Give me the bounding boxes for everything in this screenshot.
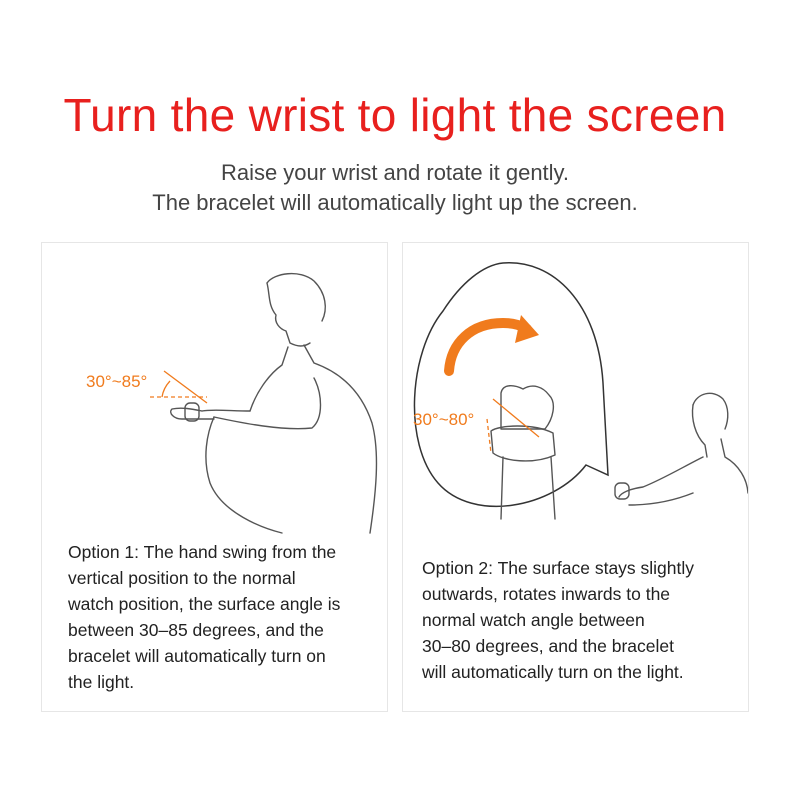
angle-line-lower xyxy=(487,419,491,453)
caption-line: Option 1: The hand swing from the xyxy=(68,542,337,562)
angle-line-upper xyxy=(493,399,539,437)
caption-line: between 30–85 degrees, and the xyxy=(68,620,324,640)
angle-label: 30°~80° xyxy=(413,410,475,429)
caption-line: will automatically turn on the light. xyxy=(422,662,684,682)
zoom-bubble xyxy=(414,263,608,507)
option-1-panel xyxy=(41,242,388,712)
rotation-arrow xyxy=(449,323,527,371)
option-1-caption xyxy=(68,539,340,695)
angle-arc xyxy=(162,381,170,397)
forearm-top xyxy=(202,410,250,411)
rotation-arrowhead xyxy=(515,315,539,343)
bracelet xyxy=(185,403,199,421)
bracelet-zoomed xyxy=(491,426,555,461)
subtitle-line-1: Raise your wrist and rotate it gently. xyxy=(220,160,570,185)
caption-line: vertical position to the normal xyxy=(68,568,296,588)
page-subtitle xyxy=(0,158,790,218)
option-2-panel xyxy=(402,242,749,712)
angle-label: 30°~85° xyxy=(86,372,148,391)
forearm-2 xyxy=(629,493,693,505)
chest-outline xyxy=(250,347,288,411)
caption-line: the light. xyxy=(68,672,135,692)
caption-line: outwards, rotates inwards to the xyxy=(422,584,671,604)
torso-front xyxy=(206,417,282,533)
caption-line: watch position, the surface angle is xyxy=(68,594,341,614)
subtitle-line-2: The bracelet will automatically light up the screen. xyxy=(152,190,638,215)
caption-line: bracelet will automatically turn on xyxy=(68,646,326,666)
back-outline xyxy=(304,345,376,533)
caption-line: Option 2: The surface stays slightly xyxy=(422,558,695,578)
page-title: Turn the wrist to light the screen xyxy=(63,89,727,141)
back-outline-2 xyxy=(721,439,748,493)
wrist-left xyxy=(501,457,503,519)
option-2-illustration xyxy=(403,243,748,553)
option-2-caption xyxy=(422,555,694,685)
angle-line-upper xyxy=(164,371,207,403)
option-1-illustration xyxy=(42,243,387,543)
caption-line: normal watch angle between xyxy=(422,610,645,630)
wrist-right xyxy=(551,457,555,519)
head-outline-2 xyxy=(693,393,728,429)
caption-line: 30–80 degrees, and the bracelet xyxy=(422,636,674,656)
arm-2 xyxy=(619,457,703,497)
face-profile xyxy=(267,283,310,346)
face-profile-2 xyxy=(693,405,708,457)
fist xyxy=(501,386,553,429)
upper-arm xyxy=(214,378,321,429)
